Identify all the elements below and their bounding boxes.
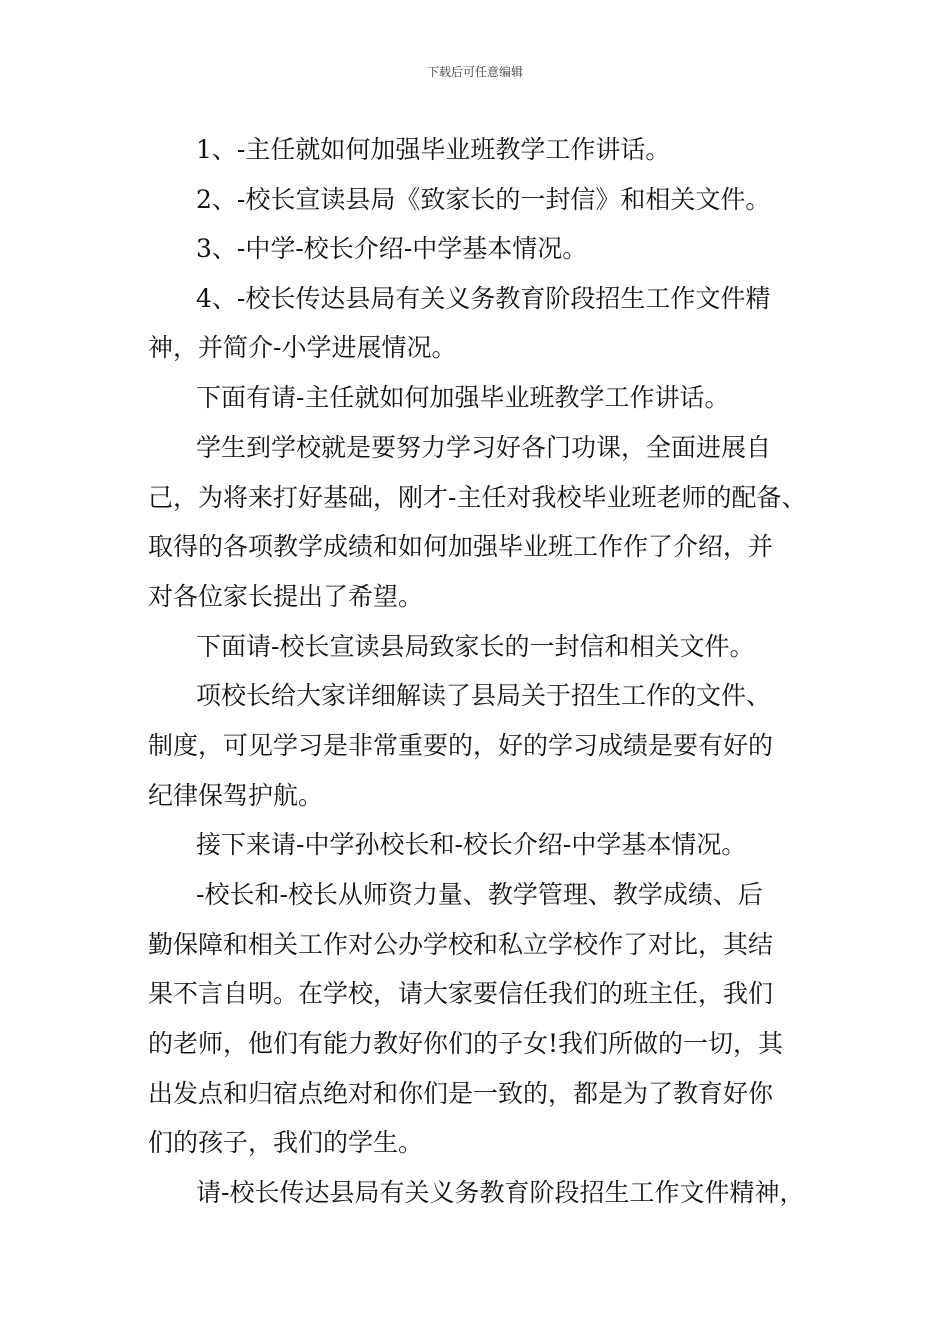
paragraph-line: 己，为将来打好基础，刚才-主任对我校毕业班老师的配备、 [148, 483, 807, 512]
paragraph-line: 项校长给大家详细解读了县局关于招生工作的文件、 [196, 681, 772, 710]
paragraph-line: 学生到学校就是要努力学习好各门功课，全面进展自 [196, 433, 772, 462]
agenda-item-1: 1、-主任就如何加强毕业班教学工作讲话。 [196, 135, 671, 164]
paragraph-line: 取得的各项教学成绩和如何加强毕业班工作作了介绍，并 [148, 532, 774, 561]
paragraph-line: 下面请-校长宣读县局致家长的一封信和相关文件。 [196, 632, 755, 661]
paragraph-line: 请-校长传达县局有关义务教育阶段招生工作文件精神， [196, 1178, 805, 1207]
paragraph-line: 们的孩子，我们的学生。 [148, 1128, 424, 1157]
paragraph-line: 对各位家长提出了希望。 [148, 582, 424, 611]
paragraph-line: 的老师，他们有能力教好你们的子女!我们所做的一切，其 [148, 1029, 784, 1058]
paragraph-line: 果不言自明。在学校，请大家要信任我们的班主任，我们 [148, 979, 774, 1008]
paragraph-line: 出发点和归宿点绝对和你们是一致的，都是为了教育好你 [148, 1079, 774, 1108]
paragraph-line: 下面有请-主任就如何加强毕业班教学工作讲话。 [196, 383, 730, 412]
agenda-item-4: 4、-校长传达县局有关义务教育阶段招生工作文件精 [196, 284, 771, 313]
agenda-item-4-continued: 神，并简介-小学进展情况。 [148, 333, 457, 362]
paragraph-line: 制度，可见学习是非常重要的，好的学习成绩是要有好的 [148, 731, 774, 760]
agenda-item-3: 3、-中学-校长介绍-中学基本情况。 [196, 234, 588, 263]
paragraph-line: 接下来请-中学孙校长和-校长介绍-中学基本情况。 [196, 830, 747, 859]
agenda-item-2: 2、-校长宣读县局《致家长的一封信》和相关文件。 [196, 185, 771, 214]
page-header: 下载后可任意编辑 [426, 65, 523, 79]
paragraph-line: 勤保障和相关工作对公办学校和私立学校作了对比，其结 [148, 930, 774, 959]
paragraph-line: 纪律保驾护航。 [148, 781, 324, 810]
paragraph-line: -校长和-校长从师资力量、教学管理、教学成绩、后 [196, 880, 763, 909]
